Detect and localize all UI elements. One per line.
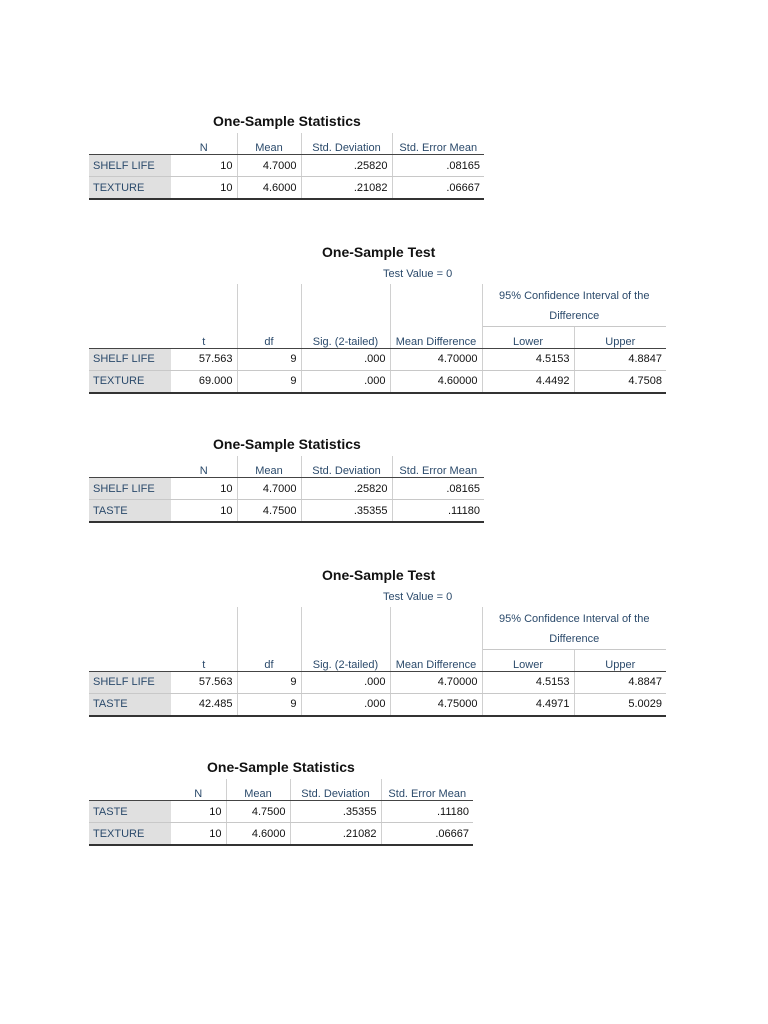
stats2-col-mean: Mean: [237, 456, 301, 478]
cell-df: 9: [237, 348, 301, 370]
cell-mean: 4.7500: [237, 500, 301, 523]
row-label: TASTE: [89, 500, 171, 523]
stats1-col-sem: Std. Error Mean: [392, 133, 484, 155]
cell-sd: .21082: [290, 823, 381, 846]
table-row: [89, 823, 473, 846]
stats2-col-sd: Std. Deviation: [301, 456, 392, 478]
cell-sem: .06667: [381, 823, 473, 846]
cell-meandiff: 4.60000: [390, 370, 482, 393]
stats1-col-sd: Std. Deviation: [301, 133, 392, 155]
table-row: [89, 500, 484, 523]
cell-n: 10: [171, 155, 237, 177]
stats1-table: [89, 133, 484, 200]
row-label: TEXTURE: [89, 823, 171, 846]
test1-title: One-Sample Test: [322, 244, 436, 260]
test2-col-lower: Lower: [482, 649, 574, 671]
cell-mean: 4.6000: [237, 177, 301, 200]
test1-col-lower: Lower: [482, 326, 574, 348]
cell-lower: 4.5153: [482, 671, 574, 693]
cell-n: 10: [171, 177, 237, 200]
table-row: [89, 801, 473, 823]
table-row: [89, 671, 666, 693]
cell-meandiff: 4.70000: [390, 671, 482, 693]
row-label: TASTE: [89, 801, 171, 823]
test2-ci-header: 95% Confidence Interval of the Difference: [482, 607, 666, 649]
cell-sig: .000: [301, 671, 390, 693]
cell-mean: 4.6000: [226, 823, 290, 846]
cell-sig: .000: [301, 693, 390, 716]
test1-blank: [237, 284, 301, 326]
cell-t: 42.485: [171, 693, 237, 716]
row-label: TEXTURE: [89, 370, 171, 393]
stats2-col-n: N: [171, 456, 237, 478]
test1-col-sig: Sig. (2-tailed): [301, 326, 390, 348]
table-row: [89, 478, 484, 500]
test2-col-sig: Sig. (2-tailed): [301, 649, 390, 671]
cell-df: 9: [237, 671, 301, 693]
cell-df: 9: [237, 370, 301, 393]
table-row: [89, 693, 666, 716]
test2-col-meandiff: Mean Difference: [390, 649, 482, 671]
cell-mean: 4.7500: [226, 801, 290, 823]
test2-table: [89, 607, 666, 717]
cell-sig: .000: [301, 348, 390, 370]
cell-lower: 4.4492: [482, 370, 574, 393]
test2-col-t: t: [171, 649, 237, 671]
test2-title: One-Sample Test: [322, 567, 436, 583]
cell-sem: .08165: [392, 478, 484, 500]
test1-blank: [390, 284, 482, 326]
table-row: [89, 370, 666, 393]
cell-mean: 4.7000: [237, 155, 301, 177]
cell-sem: .08165: [392, 155, 484, 177]
cell-sd: .21082: [301, 177, 392, 200]
cell-n: 10: [171, 478, 237, 500]
table-row: [89, 155, 484, 177]
test1-table: [89, 284, 666, 394]
stats2-title: One-Sample Statistics: [213, 436, 361, 452]
cell-n: 10: [171, 823, 226, 846]
cell-sem: .11180: [381, 801, 473, 823]
table-row: [89, 348, 666, 370]
row-label: TASTE: [89, 693, 171, 716]
test1-col-upper: Upper: [574, 326, 666, 348]
stats3-col-mean: Mean: [226, 779, 290, 801]
test2-blank: [301, 607, 390, 649]
cell-upper: 4.8847: [574, 671, 666, 693]
test1-col-df: df: [237, 326, 301, 348]
cell-sd: .25820: [301, 155, 392, 177]
stats3-col-sd: Std. Deviation: [290, 779, 381, 801]
cell-meandiff: 4.70000: [390, 348, 482, 370]
stats3-col-n: N: [171, 779, 226, 801]
test2-blank: [171, 607, 237, 649]
test1-test-value: Test Value = 0: [383, 268, 453, 280]
cell-t: 69.000: [171, 370, 237, 393]
cell-upper: 4.7508: [574, 370, 666, 393]
cell-n: 10: [171, 500, 237, 523]
cell-lower: 4.5153: [482, 348, 574, 370]
cell-sig: .000: [301, 370, 390, 393]
cell-t: 57.563: [171, 348, 237, 370]
cell-upper: 5.0029: [574, 693, 666, 716]
stats3-title: One-Sample Statistics: [207, 759, 355, 775]
test1-col-t: t: [171, 326, 237, 348]
cell-sd: .35355: [290, 801, 381, 823]
cell-sem: .06667: [392, 177, 484, 200]
cell-sem: .11180: [392, 500, 484, 523]
test2-blank: [237, 607, 301, 649]
stats3-corner: [89, 779, 171, 801]
test2-corner-top: [89, 607, 171, 649]
stats3-table: [89, 779, 473, 846]
row-label: SHELF LIFE: [89, 478, 171, 500]
test1-corner-top: [89, 284, 171, 326]
test2-col-upper: Upper: [574, 649, 666, 671]
stats3-col-sem: Std. Error Mean: [381, 779, 473, 801]
test1-blank: [171, 284, 237, 326]
test1-ci-header: 95% Confidence Interval of the Difference: [482, 284, 666, 326]
test2-blank: [390, 607, 482, 649]
cell-mean: 4.7000: [237, 478, 301, 500]
table-row: [89, 177, 484, 200]
stats1-col-mean: Mean: [237, 133, 301, 155]
cell-lower: 4.4971: [482, 693, 574, 716]
stats1-col-n: N: [171, 133, 237, 155]
stats2-table: [89, 456, 484, 523]
stats1-corner: [89, 133, 171, 155]
cell-sd: .35355: [301, 500, 392, 523]
cell-sd: .25820: [301, 478, 392, 500]
test1-corner: [89, 326, 171, 348]
row-label: TEXTURE: [89, 177, 171, 200]
cell-meandiff: 4.75000: [390, 693, 482, 716]
stats2-col-sem: Std. Error Mean: [392, 456, 484, 478]
test2-col-df: df: [237, 649, 301, 671]
test1-blank: [301, 284, 390, 326]
row-label: SHELF LIFE: [89, 348, 171, 370]
stats1-title: One-Sample Statistics: [213, 113, 361, 129]
test2-corner: [89, 649, 171, 671]
test2-test-value: Test Value = 0: [383, 591, 453, 603]
cell-t: 57.563: [171, 671, 237, 693]
stats2-corner: [89, 456, 171, 478]
row-label: SHELF LIFE: [89, 671, 171, 693]
cell-upper: 4.8847: [574, 348, 666, 370]
test1-col-meandiff: Mean Difference: [390, 326, 482, 348]
row-label: SHELF LIFE: [89, 155, 171, 177]
cell-df: 9: [237, 693, 301, 716]
cell-n: 10: [171, 801, 226, 823]
